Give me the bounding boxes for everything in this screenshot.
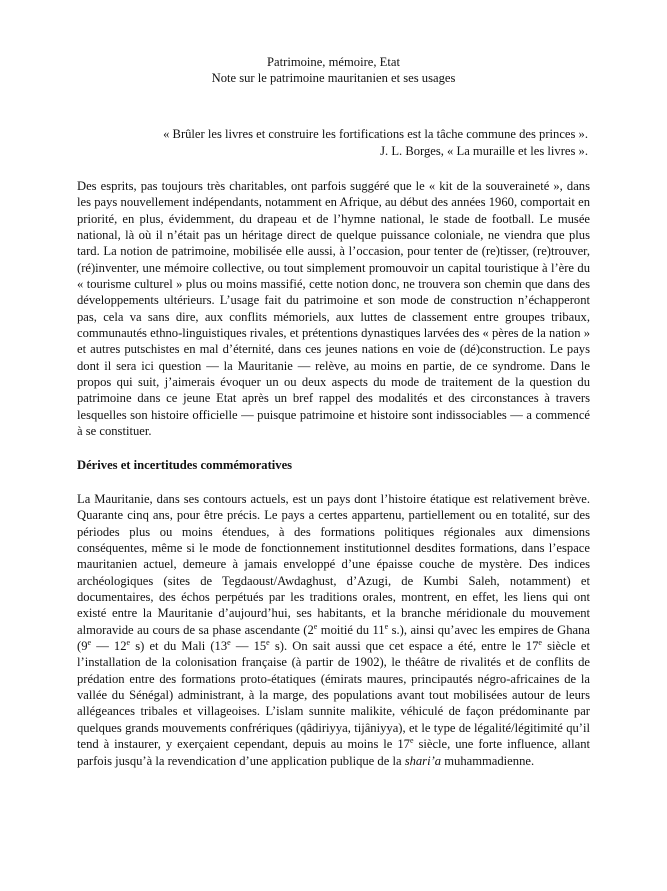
document-title: Patrimoine, mémoire, Etat (267, 55, 400, 69)
epigraph-attribution: J. L. Borges, « La muraille et les livres ». (380, 144, 588, 158)
epigraph-quote: « Brûler les livres et construire les fortifications est la tâche commune des princes ». (163, 127, 588, 141)
intro-paragraph: Des esprits, pas toujours très charitables, ont parfois suggéré que le « kit de la souveraineté », dans les pays nouvellement indépendants, notamment en Afrique, au début des années 1960, comportait en priorité, en plus, évidemment, du drapeau et de l’hymne national, le stade de football. Le musée national, là où il n’était pas un héritage direct de quelque puissance coloniale, ne viendra que plus tard. La notion de patrimoine, mobilisée elle aussi, à l’occasion, pour tenter de (re)tisser, (re)trouver, (ré)inventer, une mémoire collective, ou tout simplement promouvoir un capital touristique à l’ère du « tourisme culturel » plus ou moins massifié, cette notion donc, ne trouvera son chemin que dans des développements ultérieurs. L’usage fait du patrimoine et son mode de construction n’échapperont pas, cela va sans dire, aux conflits mémoriels, aux luttes de classement entre groupes tribaux, communautés ethno-linguistiques rivales, et prétentions dynastiques larvées des « pères de la nation » et autres putschistes en mal d’éternité, dans ces jeunes nations en voie de (dé)construction. Le pays dont il sera ici question — la Mauritanie — relève, au moins en partie, de ce syndrome. Dans le propos qui suit, j’aimerais évoquer un ou deux aspects du mode de traitement de la question du patrimoine dans ce jeune Etat après un bref rappel des modalités et des circonstances à travers lesquelles son histoire officielle — puisque patrimoine et histoire sont indissociables — a commencé à se constituer. (77, 179, 590, 439)
document-subtitle: Note sur le patrimoine mauritanien et ses usages (211, 71, 456, 85)
section-heading: Dérives et incertitudes commémoratives (77, 458, 293, 472)
section-paragraph: La Mauritanie, dans ses contours actuels, est un pays dont l’histoire étatique est relativement brève. Quarante cinq ans, pour être précis. Le pays a certes appartenu, partiellement ou en totalité, sur des périodes plus ou moins étendues, à des formations politiques régionales aux dimensions conséquentes, même si le mode de fonctionnement institutionnel desdites formations, dans l’espace mauritanien actuel, demeure à jamais enveloppé d’une épaisse couche de mystère. Des indices archéologiques (sites de Tegdaoust/Awdaghust, d’Azugi, de Kumbi Saleh, notamment) et documentaires, des échos perpétués par les traditions orales, montrent, en effet, les liens qui ont existé entre la Mauritanie d’aujourd’hui, ses habitants, et la branche méridionale du mouvement almoravide au cours de sa phase ascendante (2e moitié du 11e s.), ainsi qu’avec les empires de Ghana (9e — 12e s) et du Mali (13e — 15e s). On sait aussi que cet espace a été, entre le 17e siècle et l’installation de la colonisation française (à partir de 1902), le théâtre de rivalités et de conflits de prédation entre des formations proto-étatiques (émirats maures, principautés négro-africaines de la vallée du Sénégal) administrant, à la marge, des populations avant tout mobilisées autour de leurs allégeances tribales et villageoises. L’islam sunnite malikite, véhiculé de façon prédominante par quelques grands mouvements confrériques (qâdiriyya, tijâniyya), et le type de légalité/légitimité qu’il tend à instaurer, y exerçaient cependant, depuis au moins le 17e siècle, une forte influence, allant parfois jusqu’à la revendication d’une application publique de la shari’a muhammadienne. (77, 492, 591, 768)
